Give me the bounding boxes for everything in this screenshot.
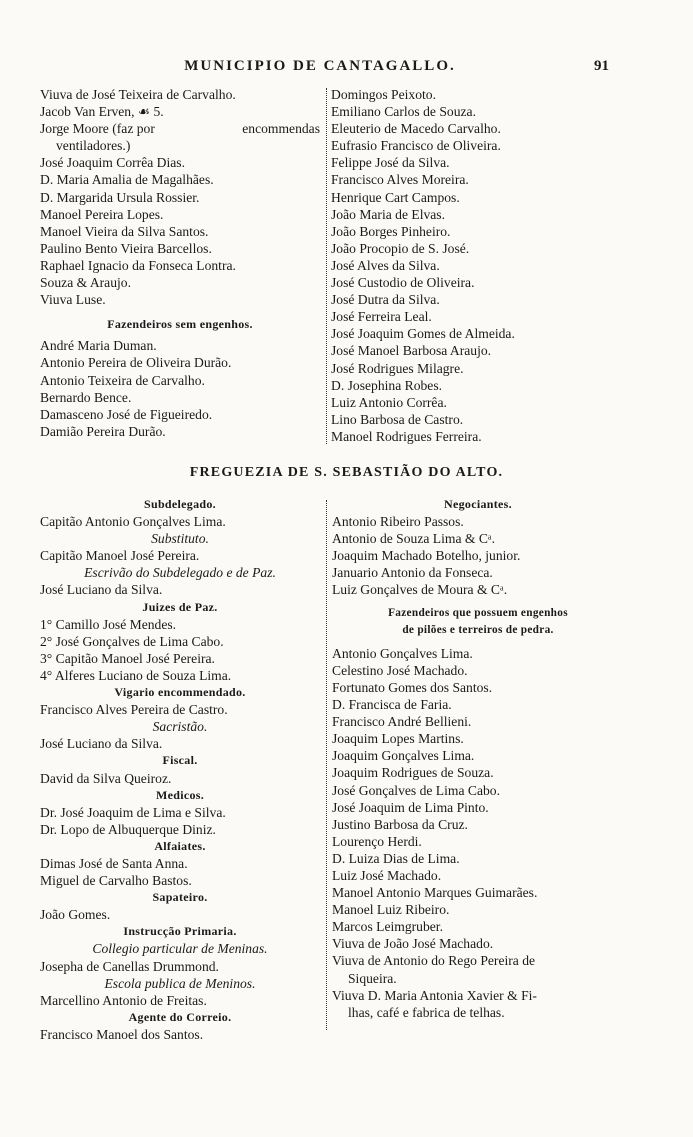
list-item: José Joaquim Corrêa Dias. (40, 155, 185, 171)
escola-label: Escola publica de Meninos. (104, 975, 256, 991)
section-title: FREGUEZIA DE S. SEBASTIÃO DO ALTO. (189, 465, 504, 480)
medicos-heading: Medicos. (155, 787, 205, 802)
list-item: José Custodio de Oliveira. (331, 275, 475, 291)
list-item: Manoel Pereira Lopes. (40, 206, 164, 222)
list-item: Marcellino Antonio de Freitas. (40, 992, 207, 1008)
page-number: 91 (594, 58, 609, 74)
list-item: Antonio Ribeiro Passos. (332, 514, 464, 530)
list-item: Damião Pereira Durão. (40, 423, 166, 439)
list-item: Joaquim Rodrigues de Souza. (332, 765, 494, 781)
list-item: Manoel Rodrigues Ferreira. (331, 428, 482, 444)
fiscal-heading: Fiscal. (162, 753, 198, 768)
list-item: Josepha de Canellas Drummond. (40, 958, 219, 974)
list-item-continuation: lhas, café e fabrica de telhas. (348, 1004, 505, 1020)
escrivao-label: Escrivão do Subdelegado e de Paz. (84, 565, 276, 581)
list-item: Capitão Antonio Gonçalves Lima. (40, 514, 226, 530)
list-item: Fortunato Gomes dos Santos. (332, 679, 493, 695)
jorge-entry-end: encommendas (242, 121, 320, 137)
collegio-label: Collegio particular de Meninas. (92, 941, 268, 957)
running-title: MUNICIPIO DE CANTAGALLO. (184, 58, 456, 74)
sacristao-label: Sacristão. (152, 719, 208, 735)
list-item: Celestino José Machado. (332, 662, 468, 678)
list-item: Miguel de Carvalho Bastos. (40, 873, 192, 889)
correio-heading: Agente do Correio. (128, 1009, 232, 1024)
list-item: Eufrasio Francisco de Oliveira. (331, 138, 501, 154)
list-item: José Ferreira Leal. (331, 309, 432, 325)
list-item: Capitão Manoel José Pereira. (40, 548, 200, 564)
list-item: Souza & Araujo. (40, 275, 131, 291)
list-item: Joaquim Gonçalves Lima. (332, 748, 475, 764)
list-item: D. Josephina Robes. (331, 377, 443, 393)
list-item: Lourenço Herdi. (332, 833, 422, 849)
list-item: Manoel Antonio Marques Guimarães. (332, 885, 538, 901)
list-item: João Procopio de S. José. (331, 240, 470, 256)
list-item: Viuva de Antonio do Rego Pereira de (332, 953, 536, 969)
sapateiro-heading: Sapateiro. (152, 890, 208, 905)
list-item: José Manoel Barbosa Araujo. (331, 343, 492, 359)
list-item: D. Francisca de Faria. (332, 697, 452, 713)
list-item: José Luciano da Silva. (40, 582, 163, 598)
subdelegado-heading: Subdelegado. (144, 497, 216, 511)
list-item: 1° Camillo José Mendes. (40, 616, 177, 632)
list-item (40, 120, 320, 137)
list-item: Raphael Ignacio da Fonseca Lontra. (40, 257, 236, 273)
list-item: David da Silva Queiroz. (40, 770, 172, 786)
list-item: Viuva D. Maria Antonia Xavier & Fi- (332, 987, 537, 1003)
list-item: João Gomes. (40, 907, 111, 923)
jorge-entry-start: Jorge Moore (faz por (40, 121, 155, 137)
list-item: Joaquim Machado Botelho, junior. (332, 548, 521, 564)
list-item: José Joaquim de Lima Pinto. (332, 799, 489, 815)
list-item: André Maria Duman. (40, 338, 157, 354)
juizes-heading: Juizes de Paz. (142, 599, 218, 614)
vigario-heading: Vigario encommendado. (114, 685, 246, 700)
column-divider (326, 500, 327, 1030)
list-item: 2° José Gonçalves de Lima Cabo. (40, 633, 224, 649)
bottom-left-column (40, 496, 320, 1043)
list-item: Luiz Gonçalves de Moura & Cᵃ. (332, 582, 508, 598)
running-head (0, 58, 693, 80)
list-item: Manoel Vieira da Silva Santos. (40, 223, 209, 239)
list-item: Felippe José da Silva. (331, 155, 450, 171)
list-item: José Luciano da Silva. (40, 736, 163, 752)
list-item: 4° Alferes Luciano de Souza Lima. (40, 667, 232, 683)
list-item: Jacob Van Erven, ☙ 5. (40, 104, 164, 120)
list-item: Januario Antonio da Fonseca. (332, 565, 493, 581)
list-item: José Alves da Silva. (331, 257, 440, 273)
list-item: Joaquim Lopes Martins. (332, 731, 464, 747)
list-item: João Borges Pinheiro. (331, 223, 451, 239)
list-item: Henrique Cart Campos. (331, 189, 460, 205)
list-item: Dimas José de Santa Anna. (40, 855, 188, 871)
list-item: Viuva Luse. (40, 292, 106, 308)
list-item: Justino Barbosa da Cruz. (332, 816, 468, 832)
list-item: Marcos Leimgruber. (332, 919, 443, 935)
fazendeiros-heading-cont: de pilões e terreiros de pedra. (402, 623, 554, 636)
list-item: Antonio Gonçalves Lima. (332, 645, 473, 661)
list-item: Manoel Luiz Ribeiro. (332, 902, 450, 918)
top-right-column (331, 86, 621, 445)
substituto-label: Substituto. (151, 531, 209, 547)
top-left-column (40, 86, 320, 440)
list-item: Viuva de José Teixeira de Carvalho. (40, 87, 236, 102)
list-item: Bernardo Bence. (40, 389, 132, 405)
list-item: José Gonçalves de Lima Cabo. (332, 782, 500, 798)
list-item: José Joaquim Gomes de Almeida. (331, 326, 515, 342)
list-item: Domingos Peixoto. (331, 87, 436, 102)
list-item: Antonio de Souza Lima & Cᵃ. (332, 531, 496, 547)
list-item: Damasceno José de Figueiredo. (40, 406, 213, 422)
list-item: Antonio Pereira de Oliveira Durão. (40, 355, 232, 371)
list-item: José Dutra da Silva. (331, 292, 440, 308)
column-divider (326, 88, 327, 444)
section-heading: Fazendeiros sem engenhos. (107, 317, 253, 332)
list-item: Antonio Teixeira de Carvalho. (40, 372, 205, 388)
list-item: Francisco André Bellieni. (332, 714, 472, 730)
negociantes-heading: Negociantes. (444, 497, 512, 511)
list-item: D. Luiza Dias de Lima. (332, 850, 460, 866)
instrucao-heading: Instrucção Primaria. (123, 924, 237, 939)
list-item: Luiz Antonio Corrêa. (331, 394, 447, 410)
list-item: Viuva de João José Machado. (332, 936, 494, 952)
list-item: Luiz José Machado. (332, 867, 442, 883)
list-item: Emiliano Carlos de Souza. (331, 104, 476, 120)
list-item: Lino Barbosa de Castro. (331, 411, 464, 427)
list-item: D. Margarida Ursula Rossier. (40, 189, 200, 205)
list-item: Dr. Lopo de Albuquerque Diniz. (40, 821, 216, 837)
list-item-continuation: ventiladores.) (56, 138, 131, 154)
bottom-right-column (332, 496, 624, 1021)
list-item: Francisco Alves Pereira de Castro. (40, 702, 228, 718)
list-item: D. Maria Amalia de Magalhães. (40, 172, 214, 188)
list-item: 3° Capitão Manoel José Pereira. (40, 650, 215, 666)
alfaiates-heading: Alfaiates. (154, 838, 206, 853)
list-item: José Rodrigues Milagre. (331, 360, 464, 376)
fazendeiros-heading: Fazendeiros que possuem engenhos (388, 606, 568, 619)
list-item: Paulino Bento Vieira Barcellos. (40, 240, 212, 256)
list-item: Eleuterio de Macedo Carvalho. (331, 121, 501, 137)
list-item: João Maria de Elvas. (331, 206, 446, 222)
list-item-continuation: Siqueira. (348, 970, 397, 986)
list-item: Francisco Alves Moreira. (331, 172, 469, 188)
list-item: Francisco Manoel dos Santos. (40, 1026, 204, 1042)
list-item: Dr. José Joaquim de Lima e Silva. (40, 804, 226, 820)
